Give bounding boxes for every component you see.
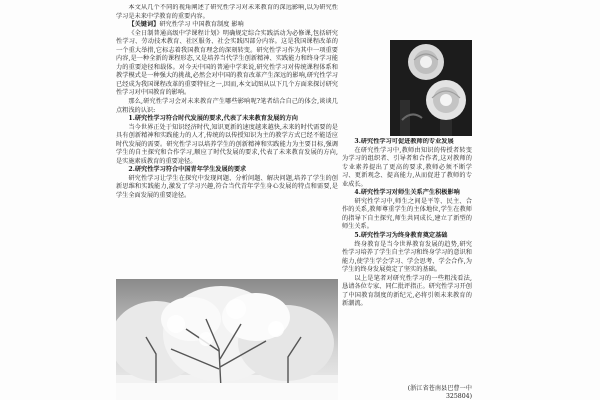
keywords-label: 【关键词】 <box>128 21 160 29</box>
section-1-body: 当今世界正处于知识经济时代,知识更新的速度越来越快,未来的时代需要的是具有创新精神和实践能力的人才,传统的以传授知识为主的教学方式已经不能适应时代发展的需要。研究性学习以培养学生的创新精神和实践能力为主要目标,强调学生的自主探究和合作学习,顺应了时代发展的要求,代表了未来教育发展的方向,是实施素质教育的重要途径。 <box>116 123 338 165</box>
conclusion-paragraph: 以上是笔者对研究性学习的一些粗浅看法,恳请各位专家、同仁批评指正。研究性学习开创了中国教育制度的新纪元,必将引领未来教育的新潮流。 <box>342 274 472 308</box>
section-heading-3: 3.研究性学习可促进教师的专业发展 <box>354 138 454 145</box>
section-heading-5: 5.研究性学习为终身教育奠定基础 <box>354 232 448 240</box>
left-column-upper <box>116 4 338 276</box>
snow-tree-illustration <box>116 279 338 400</box>
right-column-lower <box>342 138 472 383</box>
snow-tree-photo <box>116 279 338 400</box>
author-signature: (浙江省苍南县巴曹一中 325804) <box>407 385 472 400</box>
right-column-top-strip <box>342 4 388 136</box>
section-3-body: 在研究性学习中,教师由知识的传授者转变为学习的组织者、引导者和合作者,这对教师的专业素养提出了更高的要求,教师必须不断学习、更新观念、提高能力,从而促进了教师的专业成长。 <box>342 146 472 188</box>
section-heading-1: 1.研究性学习符合时代发展的要求,代表了未来教育发展的方向 <box>128 115 298 123</box>
keywords-text: 研究性学习 中国教育制度 影响 <box>159 21 244 29</box>
section-4-body: 研究性学习中,师生之间是平等、民主、合作的关系,教师尊重学生的主体地位,学生在教师的指导下自主探究,师生共同成长,建立了新型的师生关系。 <box>342 197 472 231</box>
section-heading-2: 2.研究性学习符合中国青年学生发展的要求 <box>128 166 247 174</box>
roses-illustration <box>390 40 472 136</box>
keywords-line <box>116 21 338 30</box>
question-paragraph: 那么,研究性学习会对未来教育产生哪些影响呢?笔者结合自己的体会,谈谈几点粗浅的认识: <box>116 98 338 114</box>
intro-paragraph: 《全日制普通高级中学课程计划》明确规定综合实践活动为必修课,包括研究性学习、劳动技术教育、社区服务、社会实践四部分内容。这是我国课程改革的一个重大举措,它标志着我国教育理念的深刻转变。研究性学习作为其中一项重要内容,是一种全新的课程形态,又是培养当代学生创新精神、实践能力和终身学习能力的重要途径和载体。对今天中国的普通中学来说,研究性学习对传统课程体系和教学模式是一种强大的挑战,必然会对中国的教育改革产生深远的影响,研究性学习已经成为我国课程改革的重要特征之一,因而,本文试图从以下几个方面来探讨研究性学习对中国教育的影响。 <box>116 29 338 97</box>
section-2-body: 研究性学习让学生在探究中发现问题、分析问题、解决问题,培养了学生的创新思维和实践能力,激发了学习兴趣,符合当代青年学生身心发展的特点和需要,是学生全面发展的重要途径。 <box>116 174 338 200</box>
section-heading-4: 4.研究性学习对师生关系产生积极影响 <box>354 189 460 197</box>
roses-photo <box>390 40 472 136</box>
section-5-body: 终身教育是当今世界教育发展的趋势,研究性学习培养了学生自主学习和终身学习的意识和能力,使学生学会学习、学会思考、学会合作,为学生的终身发展奠定了坚实的基础。 <box>342 240 472 274</box>
abstract-paragraph: 本文从几个不同的视角阐述了研究性学习对未来教育的深远影响,以为研究性学习是未来中学教育的重要内容。 <box>116 4 338 20</box>
